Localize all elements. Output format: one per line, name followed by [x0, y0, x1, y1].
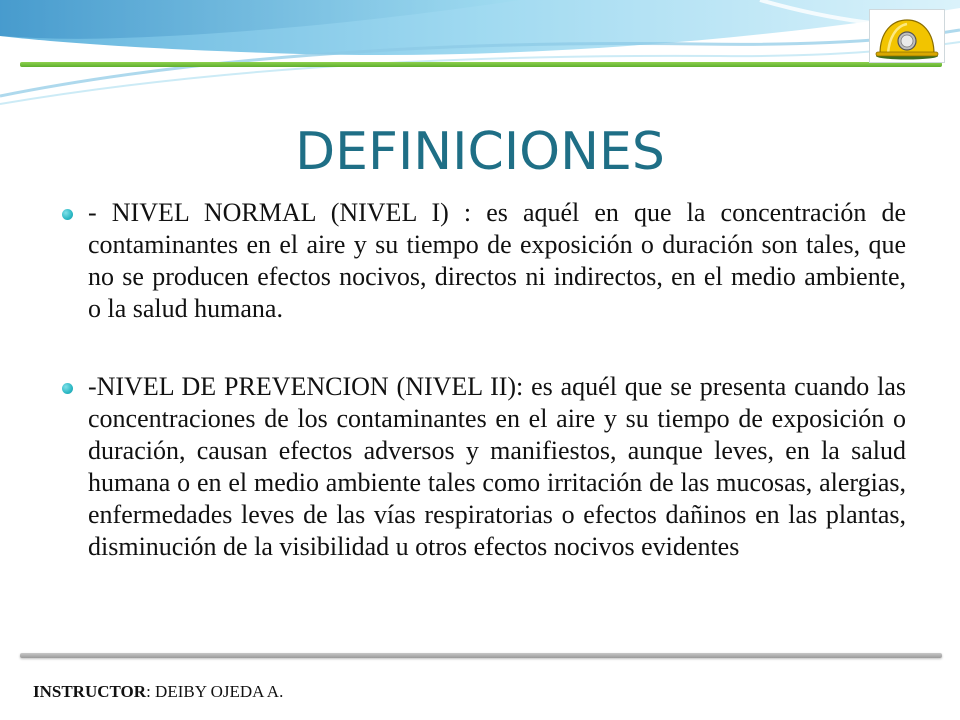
bullet-icon — [62, 383, 73, 394]
list-item — [60, 371, 906, 563]
header-swoosh — [0, 0, 960, 110]
footer-separator: : — [146, 682, 156, 701]
bullet-icon — [62, 209, 73, 220]
logo — [869, 9, 945, 63]
miner-helmet-icon — [870, 10, 944, 62]
footer-name: DEIBY OJEDA A. — [155, 682, 284, 701]
list-item — [60, 197, 906, 325]
bullet-text: -NIVEL DE PREVENCION (NIVEL II): es aquél que se presenta cuando las concentraciones de los contaminantes en el aire y su tiempo de exposición o duración, causan efectos adversos y manifiestos, aunque leves, en la salud humana o en el medio ambiente tales como irritación de las mucosas, alergias, enfermedades leves de las vías respiratorias o efectos dañinos en las plantas, disminución de la visibilidad u otros efectos nocivos evidentes — [88, 372, 906, 561]
header-divider — [20, 62, 942, 67]
definitions-list — [60, 197, 906, 563]
footer — [33, 682, 283, 702]
bullet-text: - NIVEL NORMAL (NIVEL I) : es aquél en que la concentración de contaminantes en el aire y su tiempo de exposición o duración son tales, que no se producen efectos nocivos, directos ni indirectos, en el medio ambiente, o la salud humana. — [88, 198, 906, 323]
footer-label: INSTRUCTOR — [33, 682, 147, 701]
slide-title: DEFINICIONES — [295, 122, 665, 182]
footer-divider — [20, 653, 942, 658]
